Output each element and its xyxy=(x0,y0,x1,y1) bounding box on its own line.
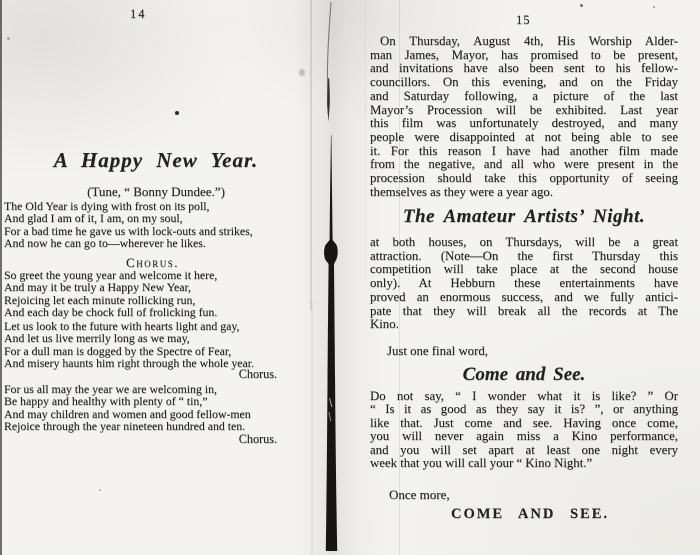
paragraph-mayor-visit xyxy=(370,35,678,199)
text-line: and invitations have also been sent to his fellow- xyxy=(370,61,678,76)
text-line: competition will take place at the second house xyxy=(370,262,678,277)
text-line: proved an enormous success, and we fully antici- xyxy=(370,289,678,304)
text-line: you will never again miss a Kino performance, xyxy=(370,429,678,444)
text-line: Kino. xyxy=(370,317,399,332)
ink-speck xyxy=(7,37,10,40)
tune-line: (Tune, “ Bonny Dundee.”) xyxy=(87,184,225,199)
text-line: this film was unfortunately destroyed, and many xyxy=(370,116,678,131)
stanza-1 xyxy=(4,200,312,249)
poem-line: And now he can go to—wherever he likes. xyxy=(4,235,206,250)
text-line: and Saturday following, a picture of the last xyxy=(370,88,678,103)
poem-line: For a bad time he gave us with lock-outs and strikes, xyxy=(4,223,253,238)
text-line: “ Is it as good as they say it is? ”, or anything xyxy=(370,402,678,417)
text-line: councillors. On this evening, and on the Friday xyxy=(370,75,678,90)
poem-line: Let us look to the future with hearts light and gay, xyxy=(4,319,240,333)
page-crease xyxy=(310,0,312,310)
poem-line: Rejoice through the year nineteen hundred and ten. xyxy=(4,418,246,433)
text-line: themselves as they were a year ago. xyxy=(370,184,553,199)
text-line: Do not say, “ I wonder what it is like? ” Or xyxy=(370,389,678,403)
text-line: Mayor’s Procession will be exhibited. Last year xyxy=(370,102,678,117)
spine-shadow xyxy=(324,134,338,551)
text-line: On Thursday, August 4th, His Worship Alder- xyxy=(380,34,678,48)
poem-line: And each day be chock full of frolicking fun. xyxy=(4,304,218,319)
poem-line: And may it be truly a Happy New Year, xyxy=(4,280,191,295)
page-crease xyxy=(311,300,313,555)
stanza-3 xyxy=(4,320,312,369)
stanza-2 xyxy=(4,269,312,318)
text-line: and you will set apart at least one night every xyxy=(370,442,678,457)
poem-line: So greet the young year and welcome it here, xyxy=(4,268,218,282)
chorus-reference: Chorus. xyxy=(238,432,277,446)
text-line: only). At Hebburn these entertainments have xyxy=(370,276,678,291)
poem-line: And may children and women and good fellow-men xyxy=(4,406,251,421)
lead-in-line: Just one final word, xyxy=(387,344,488,358)
page-crease xyxy=(399,0,400,555)
once-more-line: Once more, xyxy=(389,487,450,502)
section-heading-amateur-artists-night: The Amateur Artists’ Night. xyxy=(402,206,646,227)
poem-line: The Old Year is dying with frost on its poll, xyxy=(4,199,210,213)
text-line: man James, Mayor, has promised to be present, xyxy=(370,47,678,62)
ink-speck xyxy=(299,69,305,76)
text-line: pate that they will break all the records at The xyxy=(370,303,678,318)
paragraph-amateur-night xyxy=(370,236,678,332)
stanza-4 xyxy=(4,383,312,432)
text-line: like that. Just come and see. Having once come, xyxy=(370,415,678,430)
paragraph-come-and-see xyxy=(370,390,678,470)
text-line: people were disappointed at not being able to see xyxy=(370,129,678,144)
ink-speck xyxy=(653,6,655,8)
text-line: from the negative, and all who were present in the xyxy=(370,157,678,172)
poem-line: And misery haunts him right through the whole year. xyxy=(4,355,254,370)
ink-speck xyxy=(175,111,179,115)
poem-line: For us all may the year we are welcoming in, xyxy=(4,382,217,396)
text-line: at both houses, on Thursdays, will be a great xyxy=(370,235,678,249)
poem-line: For a dull man is dogged by the Spectre of Fear, xyxy=(4,343,232,358)
page-number: 14 xyxy=(130,7,147,21)
ink-speck xyxy=(580,4,583,7)
poem-line: Be happy and healthy with plenty of “ tin,” xyxy=(4,394,208,409)
ink-speck xyxy=(99,489,101,491)
text-line: week that you will call your “ Kino Night.” xyxy=(370,456,593,471)
closing-line: COME AND SEE. xyxy=(450,506,609,522)
book-spine xyxy=(314,0,346,555)
page-number: 15 xyxy=(516,13,531,27)
text-line: attraction. (Note—On the first Thursday this xyxy=(370,248,678,263)
poem-title: A Happy New Year. xyxy=(53,148,259,172)
text-line: procession should take this opportunity of seeing xyxy=(370,171,678,186)
page-crease xyxy=(365,0,366,280)
section-heading-come-and-see: Come and See. xyxy=(462,364,586,385)
text-line: it. For this reason I have had another film made xyxy=(370,143,678,158)
poem-line: Rejoicing let each minute rollicking run, xyxy=(4,292,196,307)
poem-line: And let us live merrily long as we may, xyxy=(4,331,190,346)
poem-line: And glad I am of it, I am, on my soul, xyxy=(4,211,183,226)
chorus-heading: Chorus. xyxy=(126,255,179,270)
chorus-reference: Chorus. xyxy=(238,367,277,381)
scan-left-edge xyxy=(0,0,2,555)
